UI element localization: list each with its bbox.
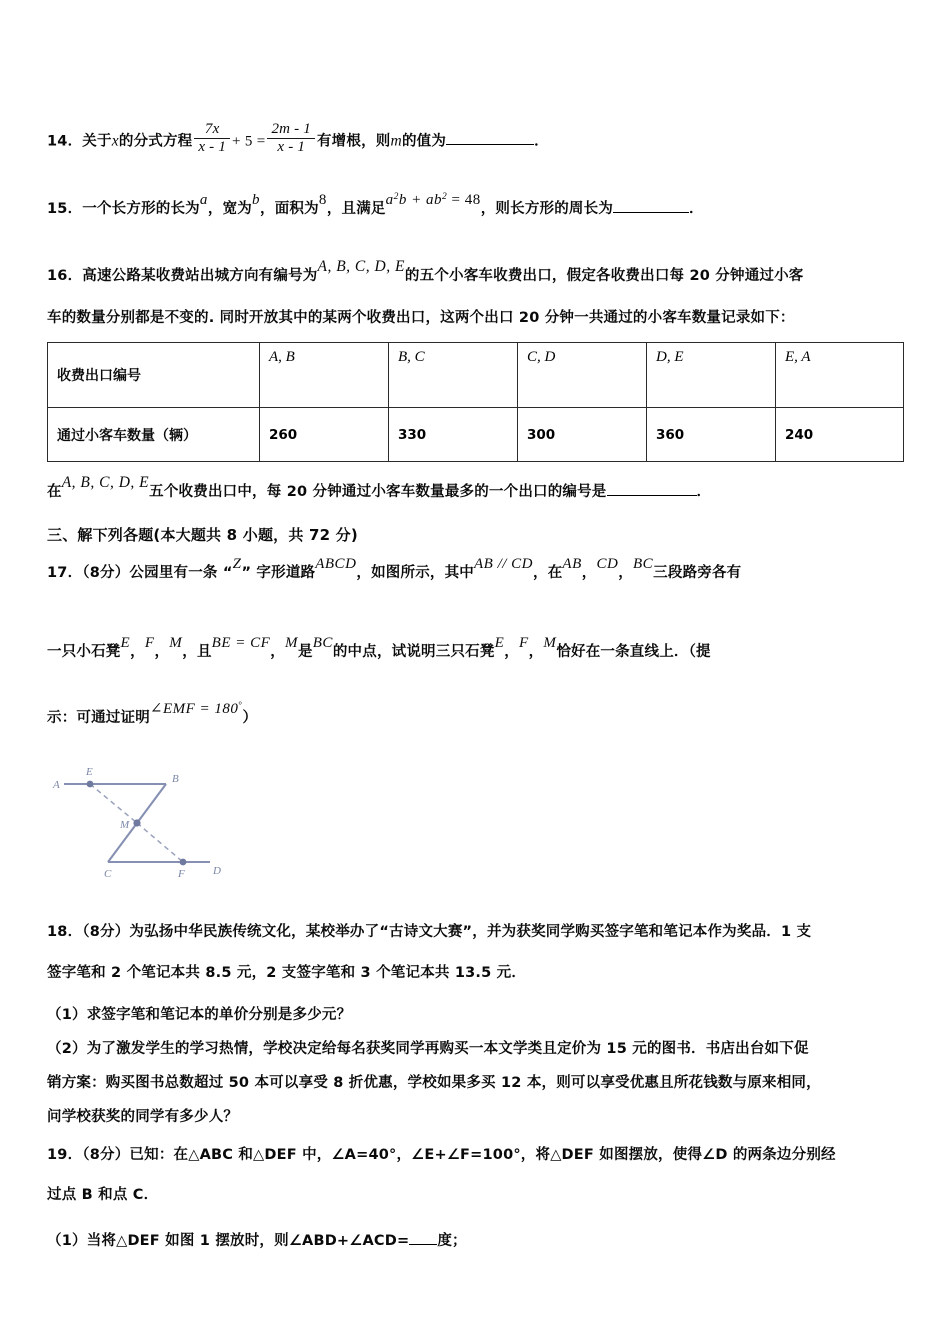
- q14-var-m: m: [390, 132, 402, 150]
- segment-em-dashed: [90, 784, 137, 823]
- figure-label-f: F: [178, 868, 185, 880]
- table-cell-count-0: 260: [260, 408, 389, 462]
- q16-number: 16．: [47, 268, 83, 284]
- question-19-line-1: [47, 1148, 836, 1163]
- table-cell-count-2: 300: [518, 408, 647, 462]
- q17-point-m-2: M: [284, 635, 298, 651]
- q14-frac-right-denominator: x - 1: [267, 138, 315, 156]
- dot-f: [180, 859, 187, 866]
- q17-l2-text-4: 是: [297, 644, 313, 660]
- q17-text-2: ” 字形道路: [241, 565, 316, 581]
- q17-score: （8分）: [82, 565, 130, 581]
- question-18-sub-2-line-2: 销方案：购买图书总数超过 50 本可以享受 8 折优惠，学校如果多买 12 本，则可以享受优惠且所花钱数与原来相同，: [47, 1075, 821, 1091]
- q19-score: （8分）: [82, 1147, 130, 1163]
- q17-l2-text-1: 一只小石凳: [47, 644, 121, 660]
- q19-number: 19．: [47, 1147, 83, 1163]
- q16-text-1a: 高速公路某收费站出城方向有编号为: [82, 268, 318, 284]
- q16-text-1b: 的五个小客车收费出口，假定各收费出口每 20 分钟通过小客: [404, 268, 804, 284]
- q17-parallel-relation: AB // CD: [474, 556, 534, 572]
- q17-text-1: 公园里有一条 “: [129, 565, 233, 581]
- q17-seg-bc-2: BC: [312, 635, 333, 651]
- q18-score: （8分）: [82, 924, 130, 940]
- q17-relation-becf: BE = CF: [211, 635, 271, 651]
- q15-var-b: b: [252, 192, 260, 208]
- dot-m: [133, 819, 140, 826]
- q17-seg-cd: CD: [596, 556, 619, 572]
- figure-label-b: B: [172, 773, 179, 785]
- q17-angle-expression: ∠EMF = 180: [149, 701, 239, 717]
- q17-point-e-2: E: [494, 635, 505, 651]
- q15-equation: [386, 193, 481, 208]
- table-header-exit-label: 收费出口编号: [48, 343, 260, 408]
- q19-answer-blank[interactable]: [409, 1244, 437, 1245]
- q14-period: ．: [534, 133, 549, 150]
- table-row-exit-codes: [48, 343, 904, 408]
- q19-text-line-1: 已知：在△ABC 和△DEF 中，∠A=40°，∠E+∠F=100°，将△DEF 如图摆放，使得∠D 的两条边分别经: [129, 1147, 836, 1163]
- question-17-line-2: [47, 635, 711, 660]
- q14-text-end: 的值为: [401, 133, 447, 150]
- degree-icon: °: [238, 700, 243, 710]
- q15-value-eight: 8: [318, 192, 327, 208]
- q14-fraction-left: [194, 121, 230, 156]
- q14-frac-left-denominator: x - 1: [194, 138, 230, 156]
- table-cell-pair-1: B, C: [389, 343, 518, 408]
- q17-seg-bc: BC: [633, 556, 654, 572]
- q17-text-5: 三段路旁各有: [653, 565, 742, 581]
- q17-l2-text-5: 的中点，试说明三只石凳: [332, 644, 495, 660]
- figure-label-e: E: [86, 766, 93, 778]
- q15-eq-exponent-2: 2: [442, 192, 448, 202]
- q17-letter-z: Z: [232, 556, 242, 572]
- q14-answer-blank[interactable]: [446, 144, 534, 145]
- q17-l2-text-6: 恰好在一条直线上．（提: [556, 644, 711, 660]
- q15-eq-tail: = 48: [447, 192, 481, 208]
- q14-plus-five: + 5 =: [232, 133, 266, 150]
- question-18-sub-2-line-1: （2）为了激发学生的学习热情，学校决定给每名获奖同学再购买一本文学类且定价为 15 元的图书．书店出台如下促: [47, 1041, 809, 1057]
- q14-frac-left-numerator: 7x: [204, 121, 220, 137]
- q15-text-1: 一个长方形的长为: [82, 201, 200, 217]
- q17-l2-text-3: ，: [270, 644, 285, 660]
- question-17-line-1: [47, 556, 742, 581]
- figure-label-c: C: [104, 868, 112, 880]
- q17-text-4: ，在: [533, 565, 563, 581]
- q17-text-3: ，如图所示，其中: [356, 565, 475, 581]
- q17-road-abcd: ABCD: [315, 556, 357, 572]
- q19-sub1-text: （1）当将△DEF 如图 1 摆放时，则∠ABD+∠ACD=: [47, 1233, 410, 1249]
- q15-text-4: ，且满足: [326, 201, 386, 217]
- q17-l2-comma-3: ，: [504, 644, 519, 660]
- q17-seg-ab: AB: [562, 556, 582, 572]
- table-row-counts: [48, 408, 904, 462]
- q15-var-a: a: [199, 192, 208, 208]
- toll-exit-table: [47, 342, 904, 462]
- table-cell-count-3: 360: [647, 408, 776, 462]
- q17-l3-text-1: 示：可通过证明: [47, 710, 150, 726]
- q15-eq-exponent-1: 2: [393, 192, 399, 202]
- q15-text-3: ，面积为: [260, 201, 319, 217]
- segment-mf-dashed: [137, 823, 183, 862]
- q17-comma-2: ，: [618, 565, 633, 581]
- q14-fraction-right: [267, 121, 315, 156]
- figure-label-d: D: [213, 865, 221, 877]
- dot-e: [87, 781, 94, 788]
- q17-l2-comma-1: ，: [130, 644, 145, 660]
- q17-l2-text-2: ，且: [182, 644, 212, 660]
- q15-number: 15．: [47, 201, 83, 217]
- figure-label-m: M: [120, 819, 130, 831]
- q14-number: 14．: [47, 133, 83, 150]
- q18-number: 18．: [47, 924, 83, 940]
- q18-text-line-1: 为弘扬中华民族传统文化，某校举办了“古诗文大赛”，并为获奖同学购买签字笔和笔记本作为奖品．1 支: [129, 924, 812, 940]
- table-cell-pair-4: E, A: [776, 343, 904, 408]
- q14-text-after: 有增根，则: [316, 133, 391, 150]
- q15-text-2: ，宽为: [207, 201, 252, 217]
- figure-label-a: A: [53, 779, 60, 791]
- question-19-sub-1: [47, 1234, 467, 1249]
- table-cell-count-4: 240: [776, 408, 904, 462]
- q17-point-m-3: M: [543, 635, 557, 651]
- q19-sub1-unit: 度；: [437, 1233, 467, 1249]
- question-17-line-3: [47, 700, 258, 726]
- table-header-count-label: 通过小客车数量（辆）: [48, 408, 260, 462]
- question-16-line-2: 车的数量分别都是不变的. 同时开放其中的某两个收费出口，这两个出口 20 分钟一共通过的小客车数量记录如下：: [47, 310, 795, 326]
- q17-comma-1: ，: [581, 565, 597, 581]
- q17-point-f: F: [144, 635, 155, 651]
- q14-var-x: x: [111, 132, 119, 150]
- q17-point-m: M: [169, 635, 183, 651]
- question-16-followup: [47, 474, 712, 500]
- q16-exit-codes: A, B, C, D, E: [317, 258, 405, 275]
- q14-frac-right-numerator: 2m - 1: [271, 121, 311, 137]
- question-18-line-2: 签字笔和 2 个笔记本共 8.5 元，2 支签字笔和 3 个笔记本共 13.5 元．: [47, 965, 527, 981]
- question-17-figure: [50, 752, 280, 887]
- q16-followup-codes: A, B, C, D, E: [61, 474, 150, 491]
- q15-eq-base-a: a: [385, 192, 394, 208]
- q17-point-f-2: F: [518, 635, 529, 651]
- q16-followup-text: 五个收费出口中，每 20 分钟通过小客车数量最多的一个出口的编号是: [149, 484, 607, 500]
- q15-answer-blank[interactable]: [613, 212, 689, 213]
- q15-text-5: ，则长方形的周长为: [480, 201, 614, 217]
- q16-followup-prefix: 在: [47, 484, 62, 500]
- section-3-heading: 三、解下列各题(本大题共 8 小题，共 72 分): [47, 526, 358, 544]
- q14-text-mid: 的分式方程: [118, 133, 193, 150]
- q15-period: ．: [689, 201, 704, 217]
- q16-period: ．: [696, 484, 712, 500]
- q16-answer-blank[interactable]: [607, 495, 697, 496]
- question-14: [47, 121, 549, 159]
- q17-l2-comma-2: ，: [154, 644, 170, 660]
- table-cell-pair-0: A, B: [260, 343, 389, 408]
- question-18-sub-2-line-3: 问学校获奖的同学有多少人？: [47, 1109, 239, 1125]
- q17-angle-emf: [150, 702, 243, 717]
- question-18-line-1: [47, 925, 811, 940]
- q15-eq-middle: b + ab: [398, 192, 442, 208]
- q14-text-before: 关于: [82, 133, 112, 150]
- table-cell-pair-2: C, D: [518, 343, 647, 408]
- table-cell-pair-3: D, E: [647, 343, 776, 408]
- z-road-diagram: [50, 752, 280, 887]
- q17-point-e: E: [120, 635, 131, 651]
- q17-l2-comma-4: ，: [528, 644, 544, 660]
- q17-number: 17．: [47, 565, 83, 581]
- question-15: [47, 192, 704, 217]
- question-16-line-1: [47, 258, 804, 284]
- question-19-line-2: 过点 B 和点 C．: [47, 1187, 159, 1203]
- question-18-sub-1: （1）求签字笔和笔记本的单价分别是多少元？: [47, 1007, 352, 1023]
- q17-l3-text-2: ）: [242, 710, 258, 726]
- table-cell-count-1: 330: [389, 408, 518, 462]
